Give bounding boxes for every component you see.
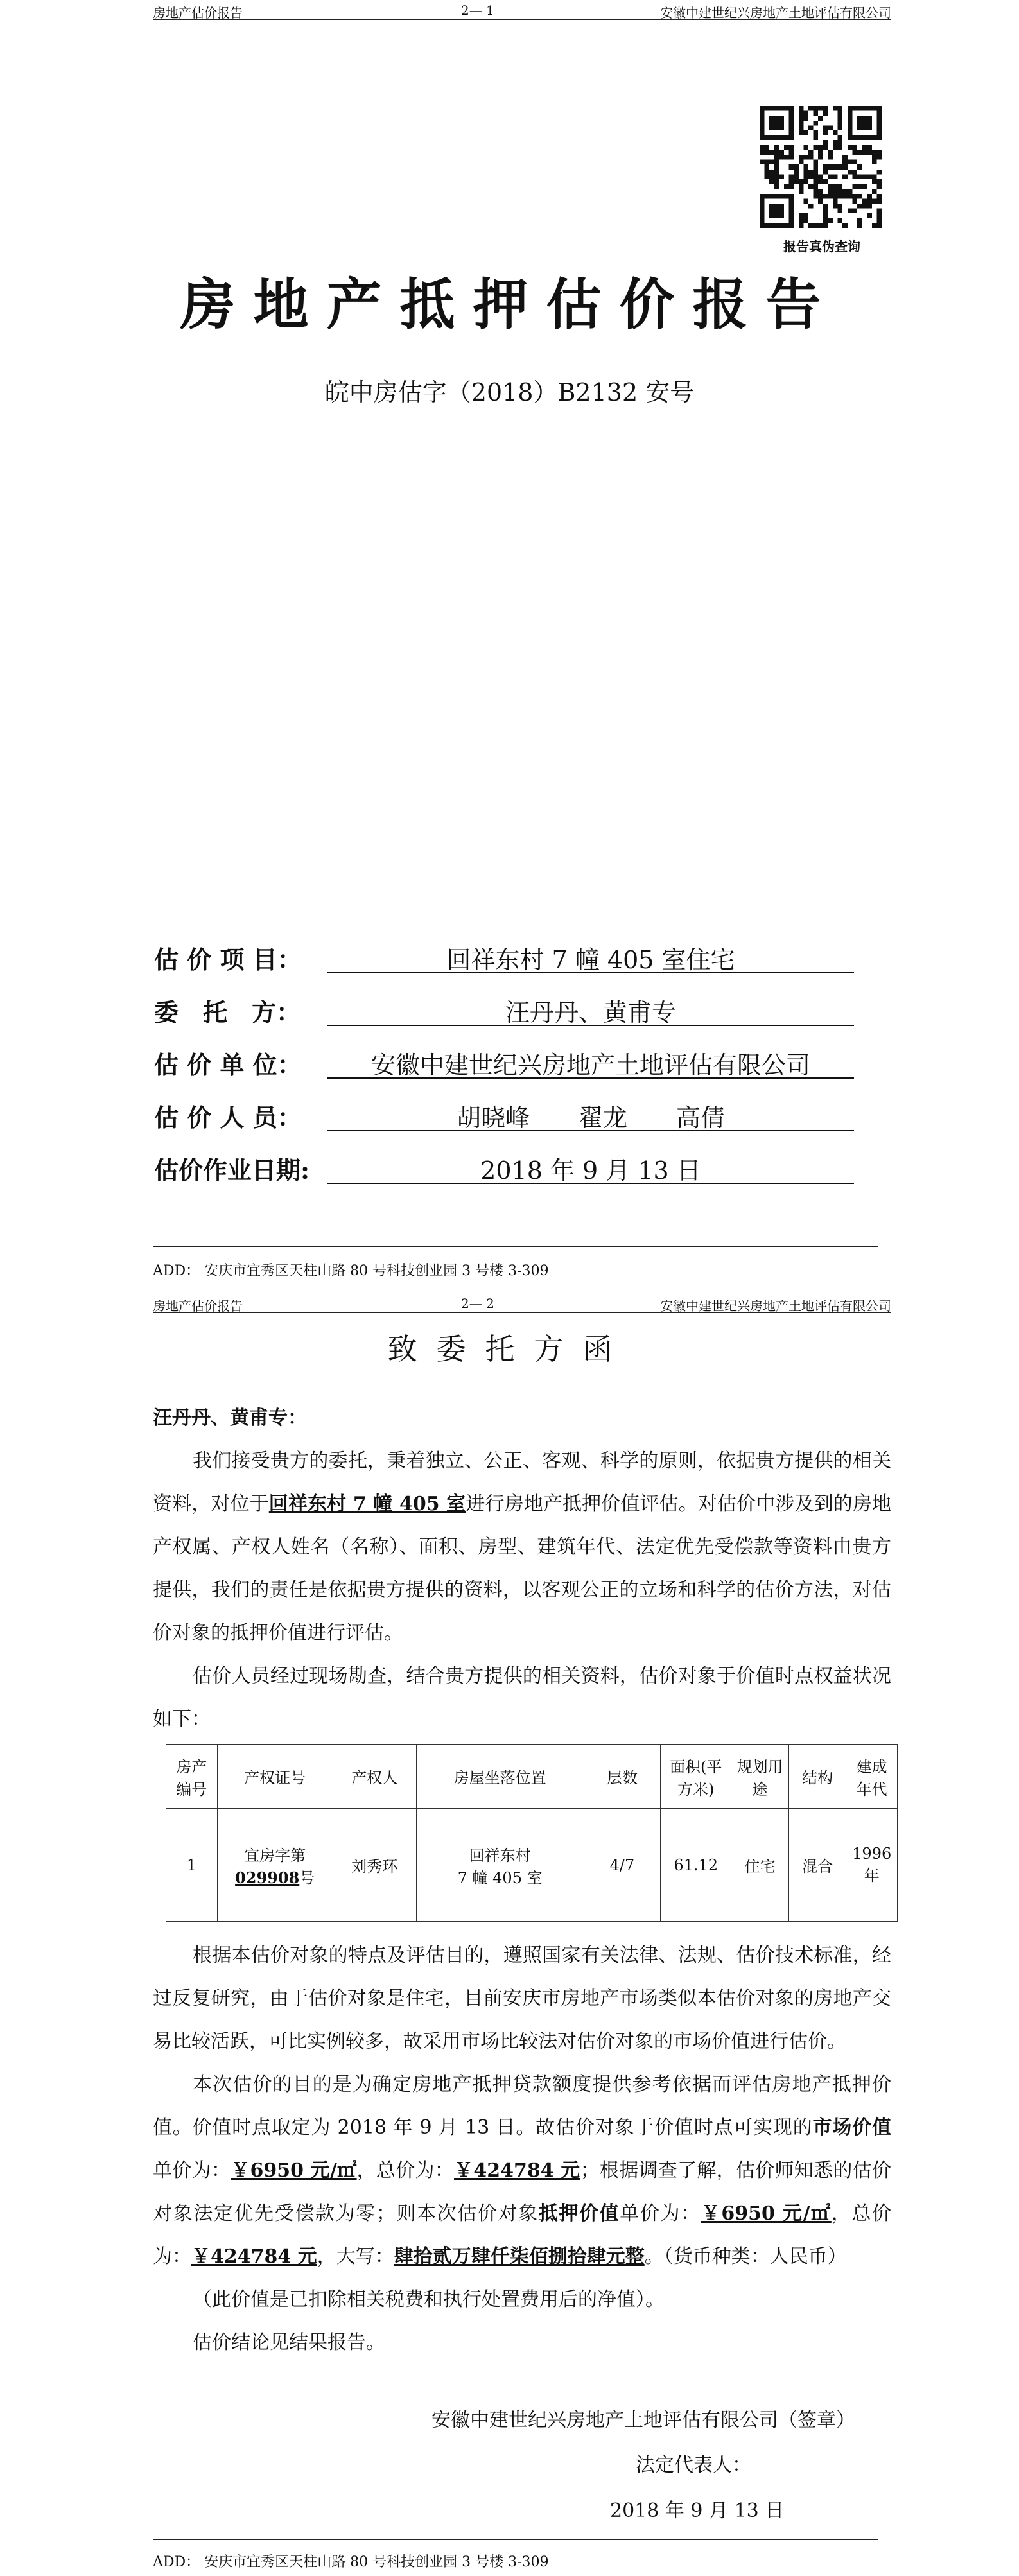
- signature-company: 安徽中建世纪兴房地产土地评估有限公司（签章）: [431, 2409, 855, 2432]
- table-header: 产权人: [333, 1745, 416, 1809]
- header-company: 安徽中建世纪兴房地产土地评估有限公司: [660, 1298, 891, 1314]
- text: 单价为：: [153, 2159, 231, 2182]
- paragraph-method: [153, 1934, 891, 2063]
- paragraph-survey: [153, 1655, 891, 1741]
- header-left: 房地产估价报告: [153, 1298, 243, 1314]
- market-value-label: 市场价值: [812, 2116, 892, 2139]
- salutation: 汪丹丹、黄甫专：: [153, 1407, 307, 1429]
- table-header: 层数: [584, 1745, 661, 1809]
- market-unit-price: ￥6950 元/㎡: [231, 2159, 357, 2182]
- footer-divider: [153, 1246, 878, 1247]
- mortgage-unit-price: ￥6950 元/㎡: [701, 2202, 832, 2225]
- total-in-words: 肆拾贰万肆仟柒佰捌拾肆元整: [394, 2245, 645, 2268]
- text: 号: [299, 1868, 315, 1887]
- page-header: [153, 1296, 891, 1313]
- info-value: 回祥东村 7 幢 405 室住宅: [327, 940, 854, 973]
- footer-address: ADD： 安庆市宜秀区天柱山路 80 号科技创业园 3 号楼 3-309: [153, 1263, 549, 1279]
- table-header-row: [166, 1745, 898, 1809]
- text: 估价结论见结果报告。: [193, 2331, 385, 2354]
- text: ；根据调查了解，估价师知悉的估价对象法定优先受偿款为零；则本次估价对象: [153, 2159, 892, 2225]
- header-left: 房地产估价报告: [153, 5, 243, 21]
- property-table: [166, 1744, 898, 1922]
- report-number: 皖中房估字（2018）B2132 安号: [324, 378, 695, 406]
- market-total-price: ￥424784 元: [454, 2159, 580, 2182]
- info-value: 汪丹丹、黄甫专: [327, 993, 854, 1026]
- footer-address: ADD： 安庆市宜秀区天柱山路 80 号科技创业园 3 号楼 3-309: [153, 2554, 549, 2570]
- info-label: 估 价 人 员：: [154, 1103, 302, 1132]
- cell-use: 住宅: [731, 1809, 789, 1922]
- cell-number: 1: [166, 1809, 218, 1922]
- info-value: 胡晓峰 翟龙 高倩: [327, 1098, 854, 1131]
- report-title: 房地产抵押估价报告: [180, 272, 839, 337]
- text: 估价人员经过现场勘查，结合贵方提供的相关资料，估价对象于价值时点权益状况如下：: [153, 1665, 891, 1730]
- info-label: 估价作业日期:: [154, 1156, 310, 1185]
- text: 根据本估价对象的特点及评估目的，遵照国家有关法律、法规、估价技术标准，经过反复研究，由于估价对象是住宅，目前安庆市房地产市场类似本估价对象的房地产交易比较活跃，可比实例较多，故采用市场比较法对估价对象的市场价值进行估价。: [153, 1944, 891, 2053]
- table-header: 面积(平方米): [661, 1745, 731, 1809]
- info-value: 安徽中建世纪兴房地产土地评估有限公司: [327, 1045, 854, 1079]
- signature-representative: 法定代表人：: [636, 2454, 751, 2476]
- letter-title: 致委托方函: [387, 1332, 632, 1366]
- table-header: 结构: [788, 1745, 846, 1809]
- table-header: 规划用途: [731, 1745, 789, 1809]
- text: 回祥东村: [469, 1846, 531, 1865]
- paragraph-net-note: [153, 2278, 891, 2321]
- header-page-number: 2— 2: [461, 1296, 494, 1311]
- text: 宜房字第: [244, 1846, 306, 1865]
- cell-structure: 混合: [788, 1809, 846, 1922]
- footer-divider: [153, 2539, 878, 2540]
- page-header: [153, 3, 891, 20]
- info-label: 估 价 单 位：: [154, 1050, 302, 1079]
- cell-area: 61.12: [661, 1809, 731, 1922]
- text: 我们接受贵方的委托，秉着独立、公正、客观、科学的原则，依据贵方提供的相关资料，对位于: [153, 1450, 891, 1515]
- qr-code-icon: [760, 106, 882, 228]
- paragraph-conclusion: [153, 2321, 891, 2364]
- text: ，总价为：: [153, 2202, 892, 2268]
- header-page-number: 2— 1: [461, 3, 494, 18]
- cell-certificate: [217, 1809, 333, 1922]
- table-header: 建成年代: [846, 1745, 898, 1809]
- signature-date: 2018 年 9 月 13 日: [610, 2500, 785, 2522]
- cell-floors: 4/7: [584, 1809, 661, 1922]
- cell-year: 1996 年: [846, 1809, 898, 1922]
- cell-owner: 刘秀环: [333, 1809, 416, 1922]
- qr-caption: 报告真伪查询: [783, 239, 860, 254]
- table-row: [166, 1809, 898, 1922]
- info-label: 委 托 方：: [154, 998, 301, 1027]
- property-location: 回祥东村 7 幢 405 室: [268, 1493, 466, 1515]
- text: ，大写：: [317, 2245, 394, 2268]
- text: 本次估价的目的是为确定房地产抵押贷款额度提供参考依据而评估房地产抵押价值。价值时点取定为 2018 年 9 月 13 日。故估价对象于价值时点可实现的: [153, 2073, 891, 2139]
- table-header: 产权证号: [217, 1745, 333, 1809]
- text: 。（货币种类：人民币）: [644, 2245, 847, 2268]
- cell-location: [416, 1809, 584, 1922]
- info-value: 2018 年 9 月 13 日: [327, 1151, 854, 1184]
- text: （此价值是已扣除相关税费和执行处置费用后的净值）。: [193, 2288, 665, 2311]
- text: 7 幢 405 室: [457, 1868, 543, 1887]
- table-header: 房产编号: [166, 1745, 218, 1809]
- mortgage-value-label: 抵押价值: [538, 2202, 620, 2225]
- text: ，总价为：: [356, 2159, 455, 2182]
- paragraph-intro: [153, 1440, 891, 1655]
- header-company: 安徽中建世纪兴房地产土地评估有限公司: [660, 5, 891, 21]
- text: 进行房地产抵押价值评估。对估价中涉及到的房地产权属、产权人姓名（名称）、面积、房型、建筑年代、法定优先受偿款等资料由贵方提供，我们的责任是依据贵方提供的资料，以客观公正的立场和科学的估价方法，对估价对象的抵押价值进行评估。: [153, 1493, 892, 1644]
- mortgage-total-price: ￥424784 元: [191, 2245, 317, 2268]
- text: 单价为：: [620, 2202, 701, 2225]
- info-label: 估 价 项 目：: [154, 945, 302, 974]
- certificate-number: 029908: [235, 1868, 300, 1887]
- paragraph-valuation: [153, 2063, 891, 2278]
- table-header: 房屋坐落位置: [416, 1745, 584, 1809]
